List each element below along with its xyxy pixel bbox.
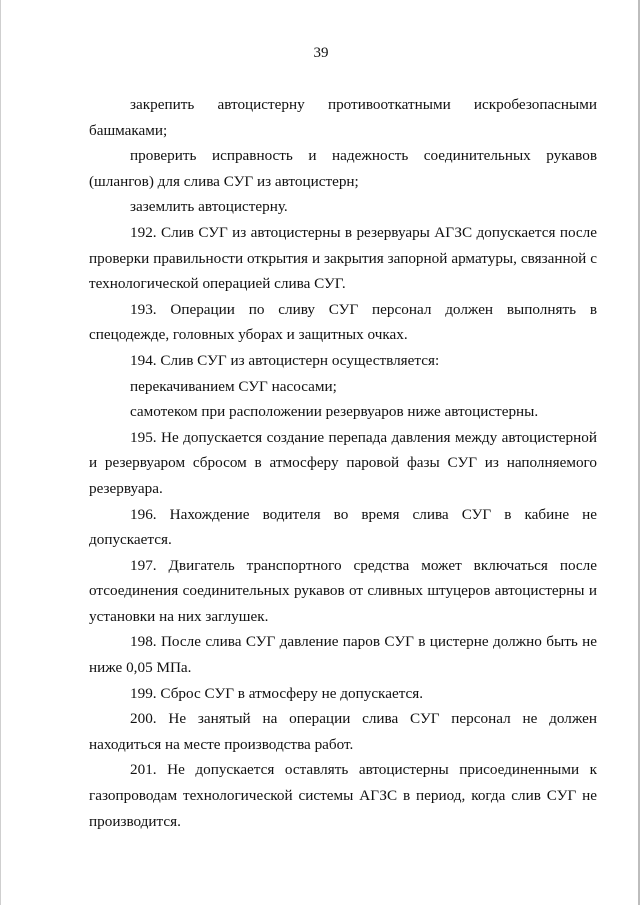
paragraph-1: закрепить автоцистерну противооткатными искробезопасными башмаками; [89,96,597,139]
paragraph-199: 199. Сброс СУГ в атмосферу не допускается. [130,684,424,702]
paragraph-196: 196. Нахождение водителя во время слива СУГ в кабине не допускается. [89,505,597,549]
paragraph-194-item-1: перекачиванием СУГ насосами; [130,377,337,395]
paragraph-198: 198. После слива СУГ давление паров СУГ в цистерне должно быть не ниже 0,05 МПа. [89,633,597,677]
document-body [89,92,597,834]
paragraph-192: 192. Слив СУГ из автоцистерны в резервуары АГЗС допускается после проверки правильности открытия и закрытия запорной арматуры, связанной с технологической операцией слива СУГ. [89,223,597,293]
paragraph-201: 201. Не допускается оставлять автоцистерны присоединенными к газопроводам технологической системы АГЗС в период, когда слив СУГ не производится. [89,761,597,830]
paragraph-3: заземлить автоцистерну. [130,198,288,216]
paragraph-194-item-2: самотеком при расположении резервуаров ниже автоцистерны. [130,403,539,421]
paragraph-200: 200. Не занятый на операции слива СУГ персонал не должен находиться на месте производства работ. [89,710,597,753]
paragraph-195: 195. Не допускается создание перепада давления между автоцистерной и резервуаром сбросом в атмосферу паровой фазы СУГ из наполняемого резервуара. [89,428,597,497]
page-number: 39 [313,45,329,61]
paragraph-197: 197. Двигатель транспортного средства может включаться после отсоединения соединительных рукавов от сливных штуцеров автоцистерны и установки на них заглушек. [89,556,597,625]
paragraph-193: 193. Операции по сливу СУГ персонал должен выполнять в спецодежде, головных уборах и защитных очках. [89,300,597,344]
paragraph-194: 194. Слив СУГ из автоцистерн осуществляется: [130,351,440,369]
paragraph-2: проверить исправность и надежность соединительных рукавов (шлангов) для слива СУГ из автоцистерн; [89,147,597,190]
